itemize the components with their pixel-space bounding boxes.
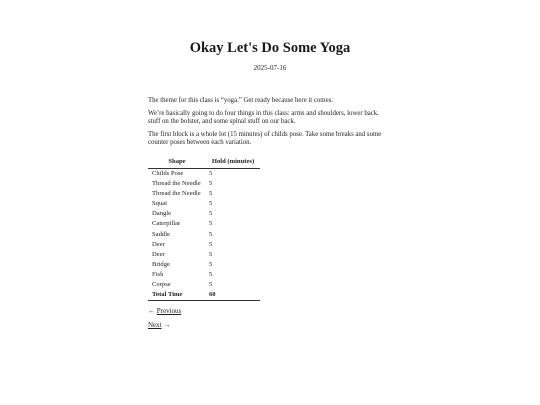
table-row xyxy=(148,230,260,240)
cell-total-value: 60 xyxy=(206,290,260,301)
table-row xyxy=(148,219,260,229)
cell-shape: Deer xyxy=(152,250,165,258)
pose-table xyxy=(148,157,260,301)
table-row xyxy=(148,199,260,209)
table-row xyxy=(148,179,260,189)
cell-shape: Bridge xyxy=(152,260,170,268)
cell-hold: 5 xyxy=(209,270,213,278)
column-header-hold: Hold (minutes) xyxy=(206,157,260,169)
cell-shape: Caterpillar xyxy=(152,220,181,228)
cell-shape: Childs Pose xyxy=(152,170,184,177)
cell-total-label: Total Time xyxy=(148,290,206,301)
cell-shape: Thread the Needle xyxy=(152,180,201,188)
cell-hold: 5 xyxy=(209,210,213,218)
table-total-row xyxy=(148,290,260,301)
page-title: Okay Let's Do Some Yoga xyxy=(189,40,351,56)
nav-next xyxy=(148,321,170,330)
left-arrow-icon: ← xyxy=(148,307,155,315)
cell-hold: 5 xyxy=(209,190,213,198)
paragraph-plan: We’re basically going to do four things in this class: arms and shoulders, lower back, stuff on the bolster, and some spinal stuff on our back. xyxy=(148,110,379,125)
cell-hold: 5 xyxy=(209,180,213,188)
right-arrow-icon: → xyxy=(163,321,171,329)
cell-hold: 5 xyxy=(209,250,213,258)
cell-shape: Thread the Needle xyxy=(152,190,201,198)
table-row xyxy=(148,189,260,199)
pose-table-body xyxy=(148,169,260,301)
cell-hold: 5 xyxy=(209,230,213,238)
cell-hold: 5 xyxy=(209,170,213,177)
cell-shape: Deer xyxy=(152,240,165,248)
previous-link[interactable]: Previous xyxy=(156,307,182,315)
cell-shape: Squat xyxy=(152,200,168,208)
table-row xyxy=(148,209,260,219)
post-date: 2025-07-16 xyxy=(253,64,287,72)
cell-hold: 5 xyxy=(209,281,213,289)
cell-hold: 5 xyxy=(209,220,213,228)
table-row xyxy=(148,260,260,270)
table-header-row xyxy=(148,157,260,169)
table-row xyxy=(148,280,260,290)
cell-shape: Corpse xyxy=(152,281,171,289)
post-body xyxy=(148,97,388,152)
cell-shape: Dangle xyxy=(152,210,172,218)
paragraph-theme: The theme for this class is “yoga.” Get ready because here it comes. xyxy=(148,97,333,104)
table-row xyxy=(148,270,260,280)
table-row xyxy=(148,169,260,180)
paragraph-first-block: The first block is a whole lot (15 minutes) of childs pose. Take some breaks and some counter poses between each variation. xyxy=(148,131,382,146)
table-row xyxy=(148,250,260,260)
cell-hold: 5 xyxy=(209,260,213,268)
table-row xyxy=(148,240,260,250)
cell-hold: 5 xyxy=(209,240,213,248)
column-header-shape: Shape xyxy=(148,157,206,169)
nav-previous xyxy=(148,307,181,316)
cell-shape: Saddle xyxy=(152,230,170,238)
cell-shape: Fish xyxy=(152,270,164,278)
cell-hold: 5 xyxy=(209,200,213,208)
next-link[interactable]: Next xyxy=(148,321,162,329)
